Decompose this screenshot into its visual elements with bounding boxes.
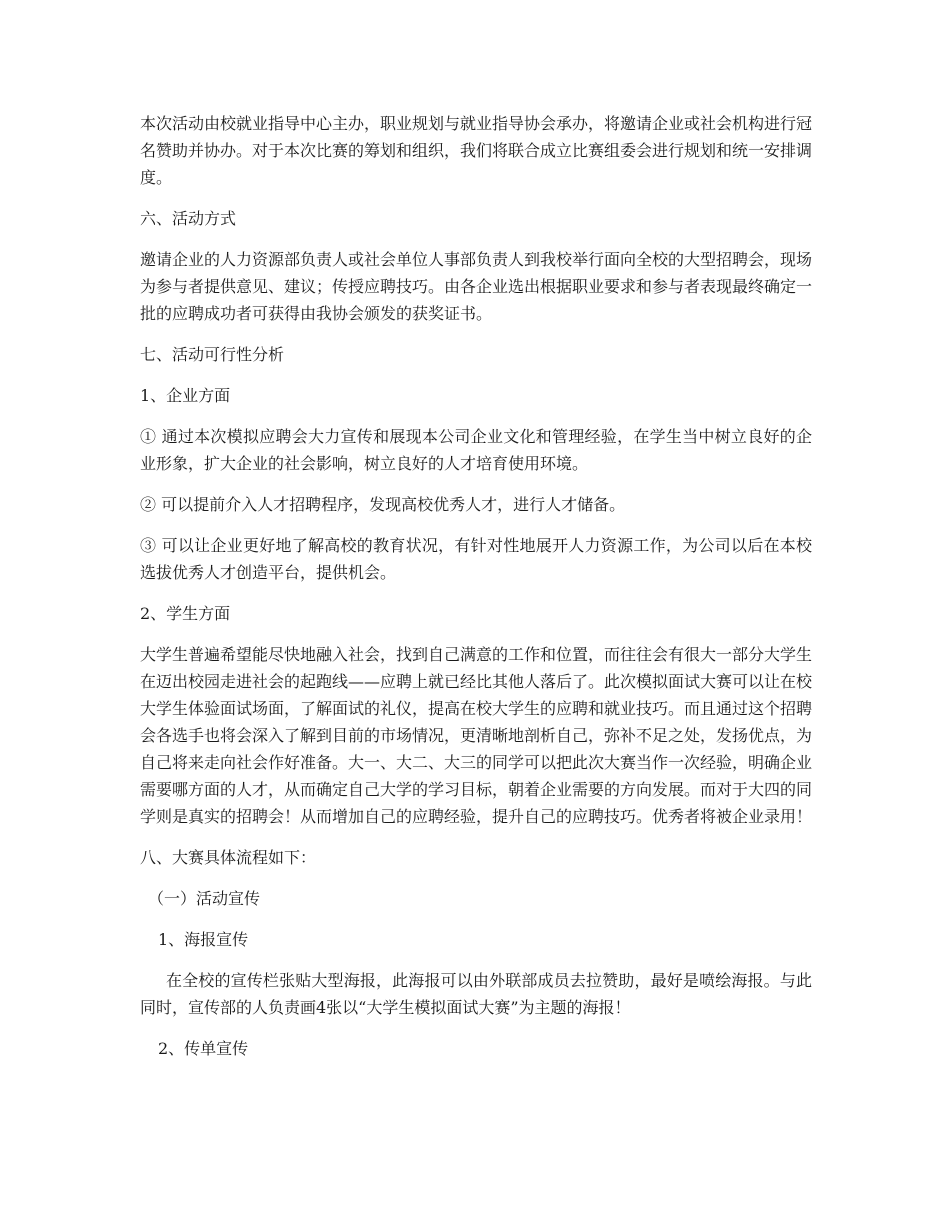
heading-flyer-publicity: 2、传单宣传: [158, 1039, 249, 1058]
heading-poster-publicity: 1、海报宣传: [158, 930, 249, 949]
paragraph-student-side: 大学生普遍希望能尽快地融入社会，找到自己满意的工作和位置，而往往会有很大一部分大学生在迈出校园走进社会的起跑线——应聘上就已经比其他人落后了。此次模拟面试大赛可以让在校大学生体验面试场面，了解面试的礼仪，提高在校大学生的应聘和就业技巧。而且通过这个招聘会各选手也将会深入了解到目前的市场情况，更清晰地剖析自己，弥补不足之处，发扬优点，为自己将来走向社会作好准备。大一、大二、大三的同学可以把此次大赛当作一次经验，明确企业需要哪方面的人才，从而确定自己大学的学习目标，朝着企业需要的方向发展。而对于大四的同学则是真实的招聘会！从而增加自己的应聘经验，提升自己的应聘技巧。优秀者将被企业录用！: [140, 645, 813, 826]
document-page: [140, 110, 812, 1062]
heading-feasibility: 七、活动可行性分析: [140, 345, 285, 364]
heading-enterprise-side: 1、企业方面: [140, 386, 231, 405]
paragraph-poster-publicity: 在全校的宣传栏张贴大型海报，此海报可以由外联部成员去拉赞助，最好是喷绘海报。与此同时，宣传部的人负责画4张以“大学生模拟面试大赛”为主题的海报！: [140, 971, 812, 1017]
enterprise-point-1: ① 通过本次模拟应聘会大力宣传和展现本公司企业文化和管理经验，在学生当中树立良好的企业形象，扩大企业的社会影响，树立良好的人才培育使用环境。: [140, 427, 812, 473]
enterprise-point-2: ② 可以提前介入人才招聘程序，发现高校优秀人才，进行人才储备。: [140, 495, 626, 514]
enterprise-point-3: ③ 可以让企业更好地了解高校的教育状况，有针对性地展开人力资源工作，为公司以后在本校选拔优秀人才创造平台，提供机会。: [140, 536, 812, 582]
paragraph-activity-method: 邀请企业的人力资源部负责人或社会单位人事部负责人到我校举行面向全校的大型招聘会，现场为参与者提供意见、建议；传授应聘技巧。由各企业选出根据职业要求和参与者表现最终确定一批的应聘成功者可获得由我协会颁发的获奖证书。: [140, 250, 813, 323]
heading-student-side: 2、学生方面: [140, 604, 231, 623]
heading-competition-flow: 八、大赛具体流程如下：: [140, 848, 317, 867]
heading-activity-method: 六、活动方式: [140, 209, 237, 228]
paragraph-organizers: 本次活动由校就业指导中心主办，职业规划与就业指导协会承办，将邀请企业或社会机构进行冠名赞助并协办。对于本次比赛的筹划和组织，我们将联合成立比赛组委会进行规划和统一安排调度。: [140, 114, 813, 187]
heading-publicity: （一）活动宣传: [148, 889, 261, 908]
